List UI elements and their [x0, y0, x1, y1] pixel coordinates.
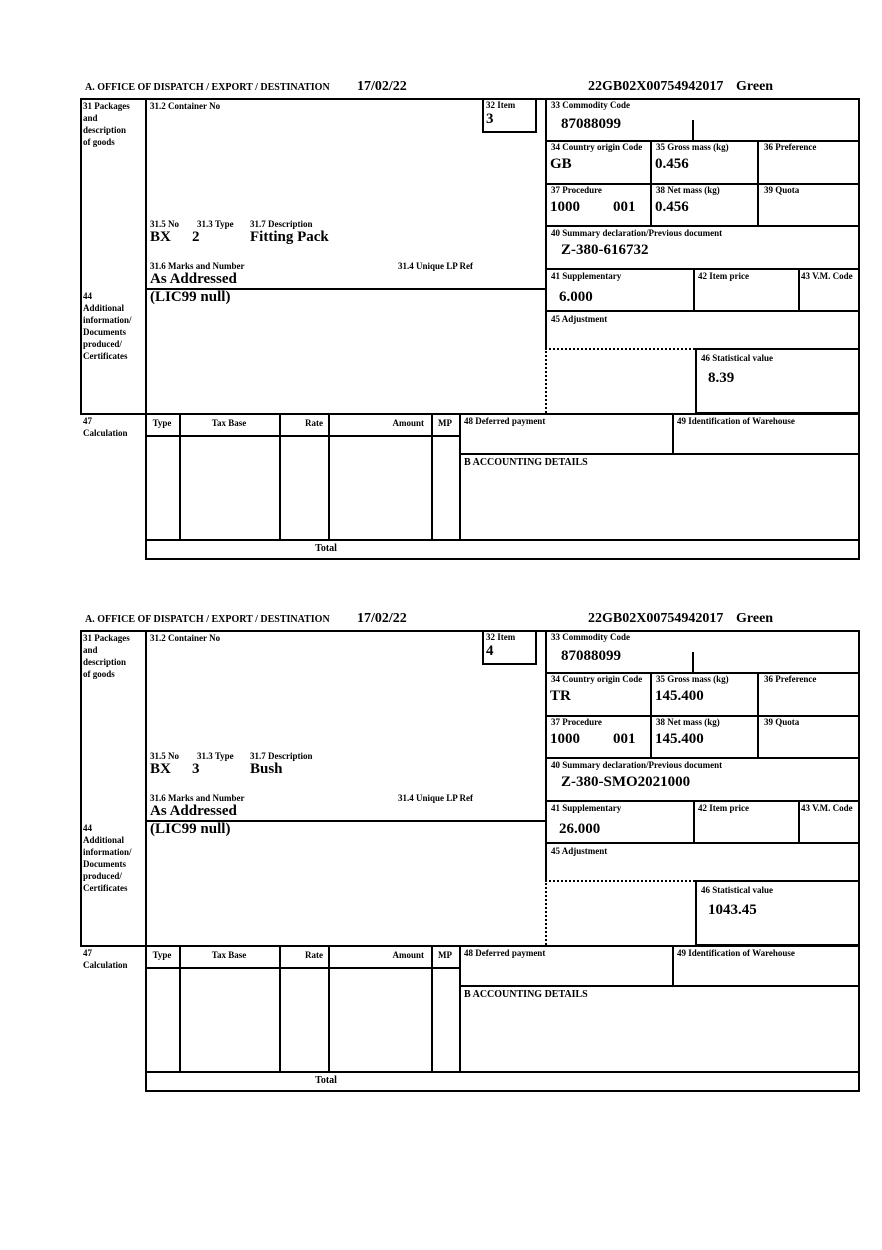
- box35-gross-mass-label: 35 Gross mass (kg): [656, 674, 729, 684]
- divider: [459, 453, 860, 455]
- box37-procedure-label: 37 Procedure: [551, 717, 602, 727]
- box35-gross-mass-label: 35 Gross mass (kg): [656, 142, 729, 152]
- box31-7-description-value: Bush: [250, 761, 283, 777]
- divider: [858, 98, 860, 560]
- divider: [798, 800, 800, 842]
- box47-label: 47: [83, 416, 92, 426]
- box31-6-marks-value: As Addressed: [150, 803, 237, 819]
- box43-vm-code-label: 43 V.M. Code: [801, 803, 853, 813]
- box37-procedure-value: 1000: [550, 199, 580, 215]
- divider: [80, 98, 860, 100]
- sad-continuation-form: [80, 80, 862, 580]
- box44-label: 44: [83, 823, 92, 833]
- box33-commodity-code-value: 87088099: [561, 116, 621, 132]
- calc-header-amount: Amount: [392, 418, 424, 428]
- box48-deferred-payment-label: 48 Deferred payment: [464, 948, 546, 958]
- box31-label: of goods: [83, 669, 115, 679]
- box32-item-label: 32 Item: [486, 632, 516, 642]
- box38-net-mass-label: 38 Net mass (kg): [656, 717, 720, 727]
- accounting-details-label: B ACCOUNTING DETAILS: [464, 457, 588, 468]
- routing-status-value: Green: [736, 611, 774, 626]
- box31-2-container-label: 31.2 Container No: [150, 101, 221, 111]
- box44-label: Certificates: [83, 883, 128, 893]
- divider: [145, 1071, 860, 1073]
- box31-label: and: [83, 113, 98, 123]
- divider: [535, 630, 537, 665]
- mrn-value: 22GB02X00754942017: [588, 79, 724, 94]
- box34-country-label: 34 Country origin Code: [551, 674, 643, 684]
- box35-gross-mass-value: 145.400: [655, 688, 704, 704]
- box36-preference-label: 36 Preference: [764, 142, 817, 152]
- divider: [650, 140, 652, 225]
- box47-label: 47: [83, 948, 92, 958]
- box31-6-marks-value: As Addressed: [150, 271, 237, 287]
- box44-label: produced/: [83, 871, 122, 881]
- box32-item-value: 4: [486, 643, 494, 659]
- divider: [459, 985, 860, 987]
- box49-warehouse-label: 49 Identification of Warehouse: [677, 416, 795, 426]
- calc-header-tax-base: Tax Base: [211, 950, 247, 960]
- divider: [145, 1090, 860, 1092]
- box47-label: Calculation: [83, 428, 128, 438]
- calc-header-type: Type: [152, 418, 172, 428]
- mrn-value: 22GB02X00754942017: [588, 611, 724, 626]
- box31-7-description-label: 31.7 Description: [250, 219, 313, 229]
- box35-gross-mass-value: 0.456: [655, 156, 689, 172]
- office-of-dispatch-label: A. OFFICE OF DISPATCH / EXPORT / DESTINATION: [85, 82, 330, 93]
- box31-6-marks-label: 31.6 Marks and Number: [150, 261, 245, 271]
- divider: [692, 652, 694, 672]
- dotted-divider: [545, 348, 547, 413]
- box31-label: description: [83, 125, 127, 135]
- divider: [757, 672, 759, 757]
- calc-header-tax-base: Tax Base: [211, 418, 247, 428]
- box47-label: Calculation: [83, 960, 128, 970]
- accounting-details-label: B ACCOUNTING DETAILS: [464, 989, 588, 1000]
- divider: [545, 310, 860, 312]
- sad-continuation-form: [80, 612, 862, 1112]
- box44-label: produced/: [83, 339, 122, 349]
- box31-2-container-label: 31.2 Container No: [150, 633, 221, 643]
- divider: [692, 120, 694, 140]
- box44-additional-info-value: (LIC99 null): [150, 289, 231, 305]
- box31-3-type-value: 2: [192, 229, 200, 245]
- box45-adjustment-label: 45 Adjustment: [551, 846, 608, 856]
- box40-previous-document-label: 40 Summary declaration/Previous document: [551, 228, 723, 238]
- calc-header-mp: MP: [438, 950, 452, 960]
- divider: [482, 131, 537, 133]
- box33-commodity-label: 33 Commodity Code: [551, 100, 630, 110]
- divider: [650, 672, 652, 757]
- box44-label: Additional: [83, 303, 125, 313]
- total-label: Total: [315, 1075, 337, 1086]
- box34-country-label: 34 Country origin Code: [551, 142, 643, 152]
- box37-procedure-label: 37 Procedure: [551, 185, 602, 195]
- divider: [858, 630, 860, 1092]
- box46-statistical-label: 46 Statistical value: [701, 353, 773, 363]
- divider: [145, 539, 860, 541]
- box31-label: description: [83, 657, 127, 667]
- box41-supplementary-label: 41 Supplementary: [551, 803, 622, 813]
- divider: [545, 842, 860, 844]
- divider: [431, 413, 433, 539]
- office-of-dispatch-label: A. OFFICE OF DISPATCH / EXPORT / DESTINATION: [85, 614, 330, 625]
- box39-quota-label: 39 Quota: [764, 717, 800, 727]
- divider: [179, 945, 181, 1071]
- divider: [693, 268, 695, 310]
- calc-header-amount: Amount: [392, 950, 424, 960]
- divider: [145, 435, 461, 437]
- box31-label: 31 Packages: [83, 633, 130, 643]
- box33-commodity-label: 33 Commodity Code: [551, 632, 630, 642]
- box31-4-lp-ref-label: 31.4 Unique LP Ref: [398, 261, 474, 271]
- box31-5-no-label: 31.5 No: [150, 219, 179, 229]
- box48-deferred-payment-label: 48 Deferred payment: [464, 416, 546, 426]
- box34-country-origin-value: TR: [550, 688, 571, 704]
- box44-additional-info-value: (LIC99 null): [150, 821, 231, 837]
- divider: [482, 663, 537, 665]
- divider: [482, 630, 484, 665]
- divider: [482, 98, 484, 133]
- box32-item-value: 3: [486, 111, 494, 127]
- box45-adjustment-label: 45 Adjustment: [551, 314, 608, 324]
- divider: [80, 413, 860, 415]
- box44-label: Documents: [83, 859, 126, 869]
- box31-4-lp-ref-label: 31.4 Unique LP Ref: [398, 793, 474, 803]
- box37-procedure-value: 1000: [550, 731, 580, 747]
- box49-warehouse-label: 49 Identification of Warehouse: [677, 948, 795, 958]
- box31-7-description-label: 31.7 Description: [250, 751, 313, 761]
- divider: [693, 800, 695, 842]
- calc-header-rate: Rate: [305, 950, 323, 960]
- divider: [145, 98, 147, 560]
- box40-previous-document-value: Z-380-SMO2021000: [561, 774, 691, 790]
- box44-label: Certificates: [83, 351, 128, 361]
- divider: [80, 98, 82, 413]
- box41-supplementary-value: 26.000: [559, 821, 601, 837]
- divider: [672, 945, 674, 985]
- box31-7-description-value: Fitting Pack: [250, 229, 329, 245]
- divider: [545, 757, 860, 759]
- divider: [328, 945, 330, 1071]
- box31-3-type-label: 31.3 Type: [197, 219, 234, 229]
- box31-5-no-value: BX: [150, 229, 171, 245]
- box40-previous-document-value: Z-380-616732: [561, 242, 649, 258]
- dotted-divider: [545, 880, 547, 945]
- divider: [545, 268, 860, 270]
- divider: [535, 98, 537, 133]
- divider: [279, 413, 281, 539]
- divider: [798, 268, 800, 310]
- box31-label: and: [83, 645, 98, 655]
- box31-6-marks-label: 31.6 Marks and Number: [150, 793, 245, 803]
- box42-item-price-label: 42 Item price: [698, 271, 749, 281]
- box31-5-no-value: BX: [150, 761, 171, 777]
- box38-net-mass-label: 38 Net mass (kg): [656, 185, 720, 195]
- box38-net-mass-value: 145.400: [655, 731, 704, 747]
- box39-quota-label: 39 Quota: [764, 185, 800, 195]
- divider: [672, 413, 674, 453]
- divider: [328, 413, 330, 539]
- divider: [545, 800, 860, 802]
- box31-label: of goods: [83, 137, 115, 147]
- box38-net-mass-value: 0.456: [655, 199, 689, 215]
- divider: [545, 225, 860, 227]
- date-value: 17/02/22: [357, 611, 407, 626]
- box41-supplementary-label: 41 Supplementary: [551, 271, 622, 281]
- box44-label: information/: [83, 847, 132, 857]
- date-value: 17/02/22: [357, 79, 407, 94]
- box40-previous-document-label: 40 Summary declaration/Previous document: [551, 760, 723, 770]
- box44-label: Documents: [83, 327, 126, 337]
- box46-statistical-label: 46 Statistical value: [701, 885, 773, 895]
- box31-5-no-label: 31.5 No: [150, 751, 179, 761]
- box44-label: information/: [83, 315, 132, 325]
- box46-statistical-value: 8.39: [708, 370, 735, 386]
- box37-procedure-extra-value: 001: [613, 199, 636, 215]
- box36-preference-label: 36 Preference: [764, 674, 817, 684]
- box31-3-type-label: 31.3 Type: [197, 751, 234, 761]
- box31-label: 31 Packages: [83, 101, 130, 111]
- box44-label: Additional: [83, 835, 125, 845]
- box46-statistical-value: 1043.45: [708, 902, 757, 918]
- box32-item-label: 32 Item: [486, 100, 516, 110]
- box41-supplementary-value: 6.000: [559, 289, 593, 305]
- box44-label: 44: [83, 291, 92, 301]
- calc-header-mp: MP: [438, 418, 452, 428]
- box31-3-type-value: 3: [192, 761, 200, 777]
- divider: [279, 945, 281, 1071]
- dotted-divider: [545, 348, 695, 350]
- divider: [757, 140, 759, 225]
- calc-header-type: Type: [152, 950, 172, 960]
- total-label: Total: [315, 543, 337, 554]
- divider: [145, 630, 147, 1092]
- routing-status-value: Green: [736, 79, 774, 94]
- divider: [431, 945, 433, 1071]
- box34-country-origin-value: GB: [550, 156, 572, 172]
- divider: [179, 413, 181, 539]
- divider: [80, 630, 82, 945]
- divider: [145, 558, 860, 560]
- box37-procedure-extra-value: 001: [613, 731, 636, 747]
- dotted-divider: [545, 880, 695, 882]
- divider: [80, 630, 860, 632]
- box43-vm-code-label: 43 V.M. Code: [801, 271, 853, 281]
- divider: [459, 945, 461, 1071]
- box33-commodity-code-value: 87088099: [561, 648, 621, 664]
- divider: [459, 413, 461, 539]
- calc-header-rate: Rate: [305, 418, 323, 428]
- box42-item-price-label: 42 Item price: [698, 803, 749, 813]
- divider: [145, 967, 461, 969]
- divider: [80, 945, 860, 947]
